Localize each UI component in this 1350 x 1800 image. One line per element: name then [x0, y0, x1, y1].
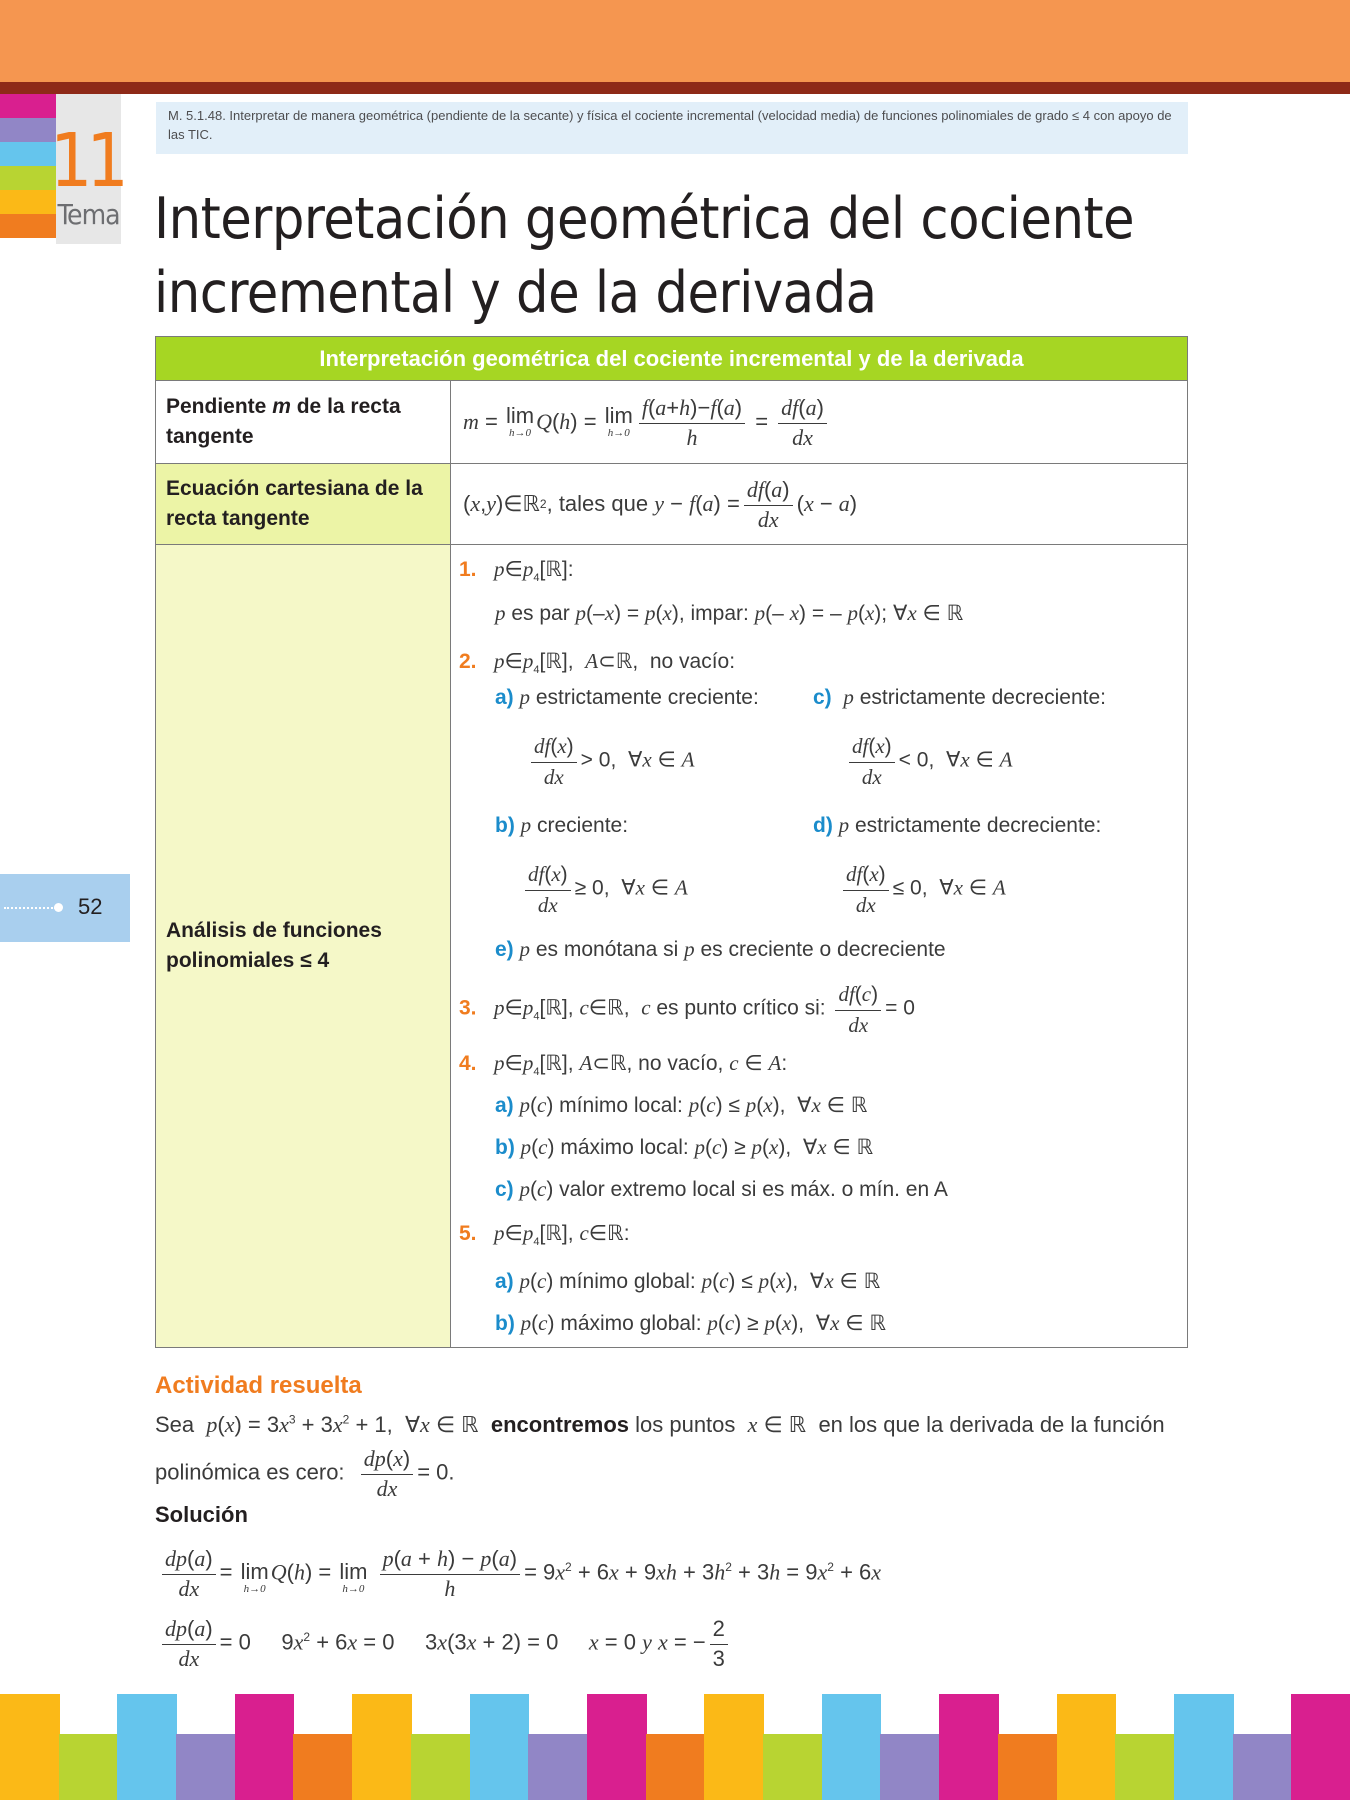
list-item: p es par p(–x) = p(x), impar: p(– x) = – p(x); ∀x ∈ ℝ: [495, 601, 964, 625]
decor-bar: [763, 1734, 823, 1800]
list-item: a) p(c) mínimo global: p(c) ≤ p(x), ∀x ∈ ℝ: [495, 1269, 881, 1293]
tema-badge: [50, 94, 123, 244]
list-item: b) p(c) máximo global: p(c) ≥ p(x), ∀x ∈ ℝ: [495, 1311, 887, 1335]
row-label-equation: Ecuación cartesiana de la recta tangente: [156, 464, 451, 545]
decor-bar: [1115, 1734, 1175, 1800]
decor-bar: [176, 1734, 236, 1800]
decor-bar: [998, 1734, 1058, 1800]
decor-bar: [528, 1734, 588, 1800]
solution-line1: $\frac{dp(a)}{dx}$ = lim h→0 Q(h) = lim h→0 $\frac{p(a + h) - p(a)}{h}$ = $9x^2 + 6x + 9xh + 3h^2 + 3h = 9x^2 + 6x$: [158, 1544, 881, 1603]
list-item: c) p estrictamente decreciente:: [813, 685, 1106, 709]
list-item: 5. $p\in p_4[ℝ]$, c∈ℝ:: [459, 1221, 630, 1249]
row-label-analysis: Análisis de funciones polinomiales ≤ 4: [156, 545, 451, 1348]
decor-bar: [880, 1734, 940, 1800]
decor-bar: [59, 1734, 119, 1800]
row-label-slope: Pendiente m de la recta tangente: [156, 381, 451, 464]
decor-bar: [939, 1694, 999, 1800]
list-item: 3. $p\in p_4[ℝ]$, c∈ℝ, c es punto crítico si: $\frac{df(c)}{dx}$ = 0: [459, 979, 915, 1039]
decor-bar: [587, 1694, 647, 1800]
decor-bar: [646, 1734, 706, 1800]
list-item: a) p estrictamente creciente:: [495, 685, 759, 709]
color-strip: [0, 94, 56, 238]
decor-bar: [1291, 1694, 1350, 1800]
bottom-decoration: [0, 1694, 1350, 1800]
list-item: 1. $p\in p_4[ℝ]$:: [459, 557, 574, 585]
list-item: $\frac{df(x)}{dx}$ ≥ 0, ∀x ∈ A: [521, 859, 688, 919]
page-title: Interpretación geométrica del cociente incremental y de la derivada: [154, 186, 1135, 326]
list-item: b) p(c) máximo local: p(c) ≥ p(x), ∀x ∈ ℝ: [495, 1135, 874, 1159]
activity-statement-line2: polinómica es cero: $\frac{dp(x)}{dx}$ = 0.: [155, 1446, 455, 1501]
tema-label: Tema: [57, 198, 120, 231]
solution-title: Solución: [155, 1502, 248, 1527]
skill-statement: M. 5.1.48. Interpretar de manera geométrica (pendiente de la secante) y física el cociente incremental (velocidad media) de funciones polinomiales de grado ≤ 4 con apoyo de las TIC.: [156, 102, 1188, 154]
solution-line2: $\frac{dp(a)}{dx}$ = 0 $9x^2 + 6x = 0$ 3x(3x + 2) = 0 x = 0 y x = − $\frac{2}{3}$: [158, 1614, 732, 1673]
page-number-tab: [0, 874, 130, 942]
top-banner-line: [0, 82, 1350, 94]
top-banner: [0, 0, 1350, 82]
decor-bar: [411, 1734, 471, 1800]
activity-title: Actividad resuelta: [155, 1372, 362, 1399]
decor-bar: [1174, 1694, 1234, 1800]
list-item: e) p es monótana si p es creciente o decreciente: [495, 937, 946, 961]
activity-statement-line1: Sea $p(x) = 3x^3 + 3x^2 + 1$, ∀x ∈ ℝ encontremos los puntos x ∈ ℝ en los que la derivada de la función: [155, 1412, 1165, 1437]
decor-bar: [822, 1694, 882, 1800]
decor-bar: [704, 1694, 764, 1800]
tangent-equation: ( x , y )∈ℝ 2 , tales que y − f ( a ) = $\frac{df(a)}{dx}$ ( x − a ): [451, 464, 1188, 545]
decor-bar: [0, 1694, 60, 1800]
tema-number: 11: [50, 118, 123, 204]
decor-bar: [117, 1694, 177, 1800]
decor-bar: [235, 1694, 295, 1800]
list-item: 2. $p\in p_4[ℝ]$, A⊂ℝ, no vacío:: [459, 649, 736, 677]
decor-bar: [470, 1694, 530, 1800]
list-item: b) p creciente:: [495, 813, 629, 837]
list-item: $\frac{df(x)}{dx}$ < 0, ∀x ∈ A: [845, 731, 1012, 791]
list-item: c) p(c) valor extremo local si es máx. o mín. en A: [495, 1177, 948, 1201]
list-item: d) p estrictamente decreciente:: [813, 813, 1102, 837]
slope-formula: m = lim h→0 Q ( h ) = lim h→0 $\frac{f(a+h)-f(a)}{h}$ = $\frac{df(a)}{dx}$: [451, 381, 1188, 464]
page-number: 52: [78, 894, 103, 919]
decor-bar: [1233, 1734, 1293, 1800]
decor-bar: [352, 1694, 412, 1800]
summary-table: [155, 336, 1188, 1348]
analysis-content: [451, 545, 1188, 1348]
decor-bar: [293, 1734, 353, 1800]
list-item: 4. $p\in p_4[ℝ]$, A⊂ℝ, no vacío, c ∈ A:: [459, 1051, 788, 1079]
decor-bar: [1057, 1694, 1117, 1800]
table-header: Interpretación geométrica del cociente incremental y de la derivada: [156, 337, 1188, 381]
list-item: $\frac{df(x)}{dx}$ ≤ 0, ∀x ∈ A: [839, 859, 1006, 919]
list-item: a) p(c) mínimo local: p(c) ≤ p(x), ∀x ∈ ℝ: [495, 1093, 868, 1117]
list-item: $\frac{df(x)}{dx}$ > 0, ∀x ∈ A: [527, 731, 694, 791]
